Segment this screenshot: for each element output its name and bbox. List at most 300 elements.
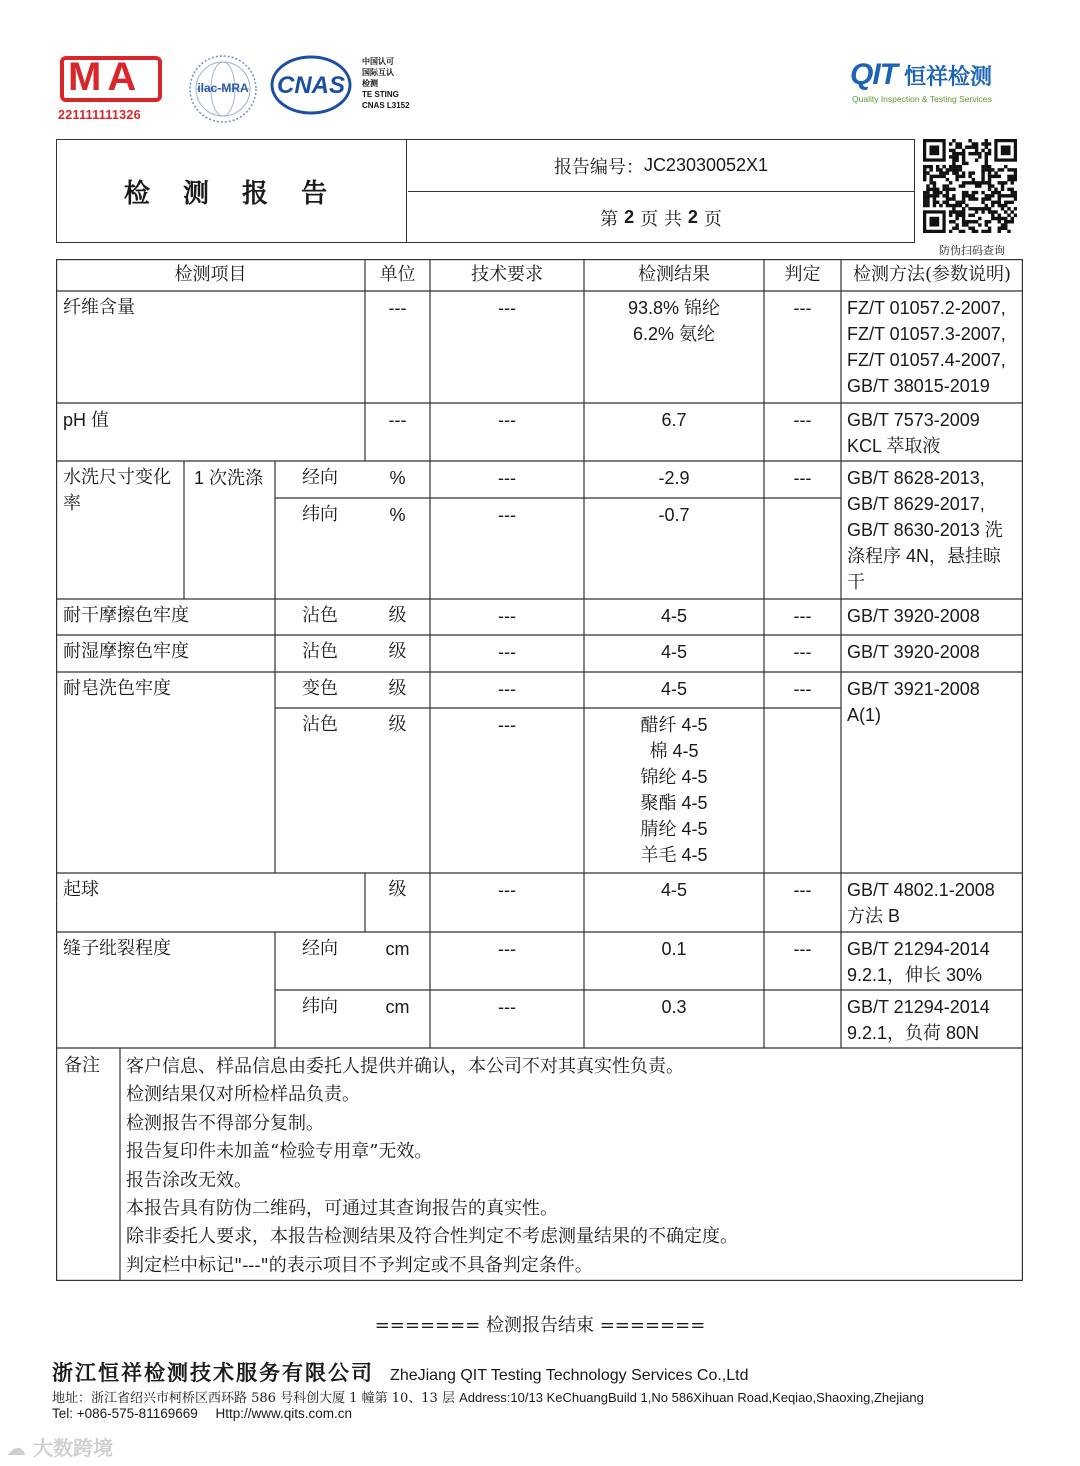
qr-module — [949, 142, 952, 145]
qr-module — [962, 181, 965, 184]
qr-module — [1004, 181, 1007, 184]
qr-module — [994, 188, 997, 191]
qr-module — [962, 223, 965, 226]
qr-module — [955, 175, 958, 178]
qr-module — [939, 168, 942, 171]
qr-module — [949, 214, 952, 217]
qr-module — [988, 227, 991, 230]
qr-module — [991, 175, 994, 178]
qr-module — [959, 214, 962, 217]
qr-module — [955, 201, 958, 204]
qr-module — [936, 194, 939, 197]
qr-module — [988, 194, 991, 197]
pilling-requirement: --- — [498, 880, 516, 900]
page-current: 2 — [624, 207, 635, 227]
qr-module — [988, 207, 991, 210]
pilling-judgement: --- — [793, 880, 812, 900]
qr-module — [985, 181, 988, 184]
qr-module — [991, 201, 994, 204]
ph-requirement: --- — [498, 410, 516, 430]
qr-module — [991, 204, 994, 207]
qr-module — [972, 207, 975, 210]
qr-module — [981, 178, 984, 181]
qr-module — [946, 178, 949, 181]
qr-module — [942, 201, 945, 204]
watermark-text: 大数跨境 — [32, 1436, 113, 1460]
qr-module — [962, 217, 965, 220]
qr-module — [965, 191, 968, 194]
qr-module — [952, 188, 955, 191]
qr-module — [1014, 197, 1017, 200]
qr-module — [942, 188, 945, 191]
seam-warp-requirement: --- — [498, 939, 516, 959]
qit-name: 恒祥检测 — [904, 65, 993, 90]
qr-module — [991, 217, 994, 220]
qr-module — [936, 201, 939, 204]
qr-module — [923, 165, 926, 168]
dry-rub-unit: 级 — [388, 605, 407, 626]
soap-stain-result-line: 腈纶 4-5 — [640, 819, 708, 839]
qr-module — [1014, 191, 1017, 194]
qr-module — [1011, 181, 1014, 184]
qr-module — [1007, 220, 1010, 223]
qr-module — [962, 171, 965, 174]
qr-module — [952, 158, 955, 161]
qr-module — [946, 171, 949, 174]
qr-module — [955, 210, 958, 213]
qr-module — [939, 175, 942, 178]
soap-stain-result-line: 锦纶 4-5 — [640, 767, 708, 787]
qr-module — [975, 152, 978, 155]
qr-module — [962, 207, 965, 210]
qr-module — [955, 158, 958, 161]
seam-warp-result: 0.1 — [661, 939, 687, 959]
qr-module — [975, 158, 978, 161]
cma-logo — [58, 52, 166, 124]
qr-module — [985, 223, 988, 226]
fiber-method-line: GB/T 38015-2019 — [847, 376, 990, 396]
qr-module — [978, 152, 981, 155]
qr-module — [923, 175, 926, 178]
qr-module — [949, 165, 952, 168]
qr-module — [981, 168, 984, 171]
qr-module — [1014, 178, 1017, 181]
address-en: Address:10/13 KeChuangBuild 1,No 586Xihuan Road,Keqiao,Shaoxing,Zhejiang — [459, 1390, 924, 1405]
qr-module — [985, 207, 988, 210]
ph-method-line: KCL 萃取液 — [847, 436, 941, 456]
report-number-cell — [408, 140, 914, 192]
qr-module — [942, 175, 945, 178]
qr-module — [972, 178, 975, 181]
report-header — [56, 139, 915, 243]
qr-module — [1007, 201, 1010, 204]
qr-module — [1001, 188, 1004, 191]
seam-weft-requirement: --- — [498, 997, 516, 1017]
qr-module — [926, 197, 929, 200]
pilling-method-line: 方法 B — [847, 906, 901, 926]
qr-module — [965, 204, 968, 207]
soap-stain-result-line: 醋纤 4-5 — [640, 715, 708, 735]
ilac-mra-text: ilac-MRA — [197, 81, 249, 95]
qr-module — [968, 145, 971, 148]
ph-judgement: --- — [793, 410, 812, 430]
qr-module — [952, 162, 955, 165]
qr-module — [1014, 168, 1017, 171]
remark-item: 检测报告不得部分复制。 — [126, 1112, 324, 1134]
qr-module — [981, 171, 984, 174]
page-mid: 页 共 — [640, 208, 682, 230]
qr-module — [949, 230, 952, 233]
cma-logo-text: MA — [68, 55, 143, 99]
qr-module — [955, 178, 958, 181]
qr-module — [949, 220, 952, 223]
qr-module — [926, 191, 929, 194]
item-wash-dimension-change-line: 水洗尺寸变化 — [63, 467, 171, 488]
qr-module — [1004, 194, 1007, 197]
dry-rub-requirement: --- — [498, 606, 516, 626]
col-header-requirement: 技术要求 — [471, 264, 543, 285]
qr-module — [981, 181, 984, 184]
item-wet-rubbing-fastness: 耐湿摩擦色牢度 — [63, 641, 189, 662]
qr-module — [988, 220, 991, 223]
qr-module — [975, 230, 978, 233]
soap-stain-result-line: 羊毛 4-5 — [640, 845, 708, 865]
qr-module — [1011, 220, 1014, 223]
qr-module — [981, 207, 984, 210]
qr-module — [975, 197, 978, 200]
qr-module — [1011, 178, 1014, 181]
qr-module — [981, 201, 984, 204]
qit-slogan: Quality Inspection & Testing Services — [852, 94, 992, 104]
qr-module — [968, 197, 971, 200]
remark-item: 报告涂改无效。 — [126, 1169, 252, 1191]
company-phone: Tel: +086-575-81169669 — [52, 1406, 198, 1421]
wet-rub-requirement: --- — [498, 642, 516, 662]
company-contact — [52, 1406, 366, 1421]
qr-module — [923, 204, 926, 207]
cnas-side-line: 国际互认 — [362, 68, 394, 77]
qr-module — [923, 178, 926, 181]
qit-mark: QIT — [850, 58, 897, 91]
qr-module — [1011, 194, 1014, 197]
report-number: JC23030052X1 — [643, 155, 769, 175]
qr-module — [962, 184, 965, 187]
qr-module — [955, 227, 958, 230]
qr-module — [981, 197, 984, 200]
seam-judgement: --- — [793, 939, 812, 959]
watermark — [6, 1432, 113, 1461]
qr-module — [952, 155, 955, 158]
test-results-table — [56, 259, 1023, 1281]
qr-module — [1004, 223, 1007, 226]
anti-counterfeit-qr-code[interactable] — [923, 139, 1017, 233]
qr-module — [975, 181, 978, 184]
qr-module — [926, 165, 929, 168]
qr-module — [952, 207, 955, 210]
soap-change-unit: 级 — [388, 678, 407, 699]
qr-module — [1001, 184, 1004, 187]
wash-warp-direction: 经向 — [302, 467, 338, 488]
qr-module — [959, 201, 962, 204]
qr-module — [952, 149, 955, 152]
seam-warp-direction: 经向 — [302, 938, 338, 959]
qr-module — [1001, 207, 1004, 210]
qr-module — [965, 220, 968, 223]
qr-module — [946, 197, 949, 200]
qr-module — [1007, 214, 1010, 217]
qr-module — [994, 171, 997, 174]
qr-module — [923, 171, 926, 174]
qr-module — [955, 142, 958, 145]
qr-module — [926, 194, 929, 197]
qr-module — [1011, 217, 1014, 220]
dry-rub-result: 4-5 — [660, 606, 687, 626]
qr-module — [952, 168, 955, 171]
pilling-method-line: GB/T 4802.1-2008 — [847, 880, 995, 900]
seam-warp-unit: cm — [385, 939, 410, 959]
report-number-label: 报告编号： — [553, 156, 644, 178]
qr-module — [1004, 227, 1007, 230]
qr-module — [978, 217, 981, 220]
qr-module — [985, 139, 988, 142]
wet-rub-unit: 级 — [388, 641, 407, 662]
qr-module — [972, 214, 975, 217]
remark-item: 报告复印件未加盖“检验专用章”无效。 — [126, 1141, 433, 1163]
qr-module — [923, 194, 926, 197]
qr-module — [1001, 227, 1004, 230]
qr-module — [949, 168, 952, 171]
company-name — [52, 1357, 1032, 1387]
qr-module — [991, 214, 994, 217]
qr-module — [933, 191, 936, 194]
wash-cycle: 1 次洗涤 — [194, 468, 264, 488]
qr-module — [1001, 217, 1004, 220]
qr-module — [998, 201, 1001, 204]
soap-method-line: GB/T 3921-2008 — [847, 679, 980, 699]
qr-module — [998, 181, 1001, 184]
qr-module — [994, 217, 997, 220]
qr-module — [988, 197, 991, 200]
qr-module — [1011, 168, 1014, 171]
qr-module — [959, 152, 962, 155]
qr-module — [952, 165, 955, 168]
qr-module — [998, 214, 1001, 217]
qr-module — [1011, 210, 1014, 213]
company-website[interactable]: Http://www.qits.com.cn — [215, 1406, 353, 1421]
qr-module — [985, 165, 988, 168]
qr-module — [1014, 214, 1017, 217]
qr-module — [1011, 188, 1014, 191]
seam-weft-method-line: 9.2.1，负荷 80N — [847, 1023, 980, 1043]
qr-module — [942, 171, 945, 174]
qr-module — [994, 175, 997, 178]
qr-module — [972, 197, 975, 200]
company-name-cn: 浙江恒祥检测技术服务有限公司 — [52, 1361, 374, 1385]
item-wash-dimension-change-line: 率 — [63, 493, 81, 514]
seam-warp-method-line: GB/T 21294-2014 — [847, 939, 990, 959]
qr-module — [998, 197, 1001, 200]
qr-module — [985, 168, 988, 171]
item-ph: pH 值 — [63, 410, 110, 430]
qr-module — [972, 194, 975, 197]
qr-module — [1014, 175, 1017, 178]
qr-module — [936, 175, 939, 178]
qr-module — [946, 184, 949, 187]
qr-module — [988, 165, 991, 168]
qr-module — [936, 191, 939, 194]
qr-module — [923, 191, 926, 194]
fiber-method-line: FZ/T 01057.2-2007, — [847, 298, 1006, 318]
qr-module — [1004, 165, 1007, 168]
pilling-unit: 级 — [388, 879, 407, 900]
qr-module — [1004, 204, 1007, 207]
seam-weft-method-line: GB/T 21294-2014 — [847, 997, 990, 1017]
qr-module — [1004, 210, 1007, 213]
qr-module — [972, 171, 975, 174]
qr-module — [991, 191, 994, 194]
soap-stain-unit: 级 — [388, 714, 407, 735]
qr-module — [1011, 201, 1014, 204]
wash-weft-direction: 纬向 — [302, 504, 338, 525]
qr-module — [959, 210, 962, 213]
remarks-label: 备注 — [64, 1055, 100, 1076]
qr-code-icon — [923, 139, 1017, 233]
qr-module — [929, 181, 932, 184]
qr-module — [972, 191, 975, 194]
ph-unit: --- — [388, 410, 407, 430]
qr-module — [965, 181, 968, 184]
item-fiber-content: 纤维含量 — [63, 297, 135, 318]
qr-module — [949, 181, 952, 184]
qr-module — [933, 175, 936, 178]
qr-module — [949, 155, 952, 158]
logo-row — [58, 50, 1018, 130]
qr-module — [1001, 181, 1004, 184]
qr-module — [1007, 175, 1010, 178]
remark-item: 除非委托人要求，本报告检测结果及符合性判定不考虑测量结果的不确定度。 — [126, 1226, 738, 1248]
qr-module — [988, 210, 991, 213]
qr-module — [952, 171, 955, 174]
qr-module — [972, 181, 975, 184]
qr-module — [949, 197, 952, 200]
qr-module — [985, 194, 988, 197]
qr-module — [968, 207, 971, 210]
qr-module — [923, 168, 926, 171]
qr-module — [1007, 168, 1010, 171]
item-seam-slippage: 缝子纰裂程度 — [63, 938, 171, 959]
wash-weft-unit: % — [389, 505, 406, 525]
qr-module — [968, 175, 971, 178]
qr-module — [962, 152, 965, 155]
qr-module — [985, 197, 988, 200]
qr-module — [985, 230, 988, 233]
remarks-list — [126, 1053, 738, 1280]
qr-module — [994, 191, 997, 194]
qr-module — [972, 145, 975, 148]
company-address — [52, 1387, 1042, 1406]
qr-module — [946, 201, 949, 204]
qr-module — [975, 210, 978, 213]
qr-module — [959, 168, 962, 171]
qr-module — [933, 184, 936, 187]
qr-module — [978, 184, 981, 187]
qr-module — [981, 210, 984, 213]
qr-module — [1001, 194, 1004, 197]
soap-change-requirement: --- — [498, 679, 516, 699]
qr-module — [978, 223, 981, 226]
qr-module — [988, 142, 991, 145]
seam-weft-result: 0.3 — [661, 997, 687, 1017]
wash-method-line: GB/T 8630-2013 洗 — [847, 520, 1003, 540]
qr-module — [972, 152, 975, 155]
fiber-requirement: --- — [498, 298, 516, 318]
ilac-mra-logo — [188, 54, 258, 124]
qr-module — [1004, 201, 1007, 204]
report-end-marker: ======= 检测报告结束 ======= — [374, 1315, 706, 1336]
qr-module — [985, 162, 988, 165]
qr-module — [952, 227, 955, 230]
wet-rub-subitem: 沾色 — [302, 641, 338, 662]
qr-module — [962, 155, 965, 158]
qr-module — [962, 220, 965, 223]
qr-module — [942, 184, 945, 187]
qr-module — [1014, 207, 1017, 210]
qr-module — [949, 188, 952, 191]
qr-module — [975, 207, 978, 210]
qr-module — [955, 204, 958, 207]
soap-change-result: 4-5 — [660, 679, 687, 699]
qr-module — [933, 201, 936, 204]
qr-module — [926, 201, 929, 204]
qr-module — [962, 194, 965, 197]
qr-module — [929, 175, 932, 178]
watermark-logo-icon: ☁ — [6, 1436, 26, 1460]
qr-module — [942, 165, 945, 168]
qr-module — [929, 165, 932, 168]
soap-change-subitem: 变色 — [302, 678, 338, 699]
qr-module — [952, 197, 955, 200]
col-header-unit: 单位 — [379, 264, 416, 285]
qr-module — [962, 191, 965, 194]
qr-module — [968, 171, 971, 174]
dry-rub-subitem: 沾色 — [302, 605, 338, 626]
wet-rub-judgement: --- — [793, 642, 812, 662]
qr-module — [972, 227, 975, 230]
qr-module — [981, 175, 984, 178]
qr-finder-pattern — [929, 217, 939, 227]
qr-module — [936, 188, 939, 191]
qr-module — [933, 197, 936, 200]
cnas-side-line: 检测 — [362, 79, 378, 88]
qr-module — [988, 168, 991, 171]
wash-warp-result: -2.9 — [658, 468, 690, 488]
qr-module — [949, 204, 952, 207]
qr-module — [968, 227, 971, 230]
qr-module — [939, 191, 942, 194]
qr-module — [985, 158, 988, 161]
remark-item: 检测结果仅对所检样品负责。 — [126, 1084, 360, 1106]
col-header-result: 检测结果 — [638, 264, 710, 285]
qr-module — [962, 214, 965, 217]
qr-module — [998, 217, 1001, 220]
qr-module — [985, 204, 988, 207]
qr-module — [946, 168, 949, 171]
qr-caption: 防伪扫码查询 — [939, 244, 1005, 257]
wash-method-line: 干 — [847, 572, 865, 592]
qr-module — [988, 152, 991, 155]
qr-module — [1007, 207, 1010, 210]
qr-module — [985, 145, 988, 148]
